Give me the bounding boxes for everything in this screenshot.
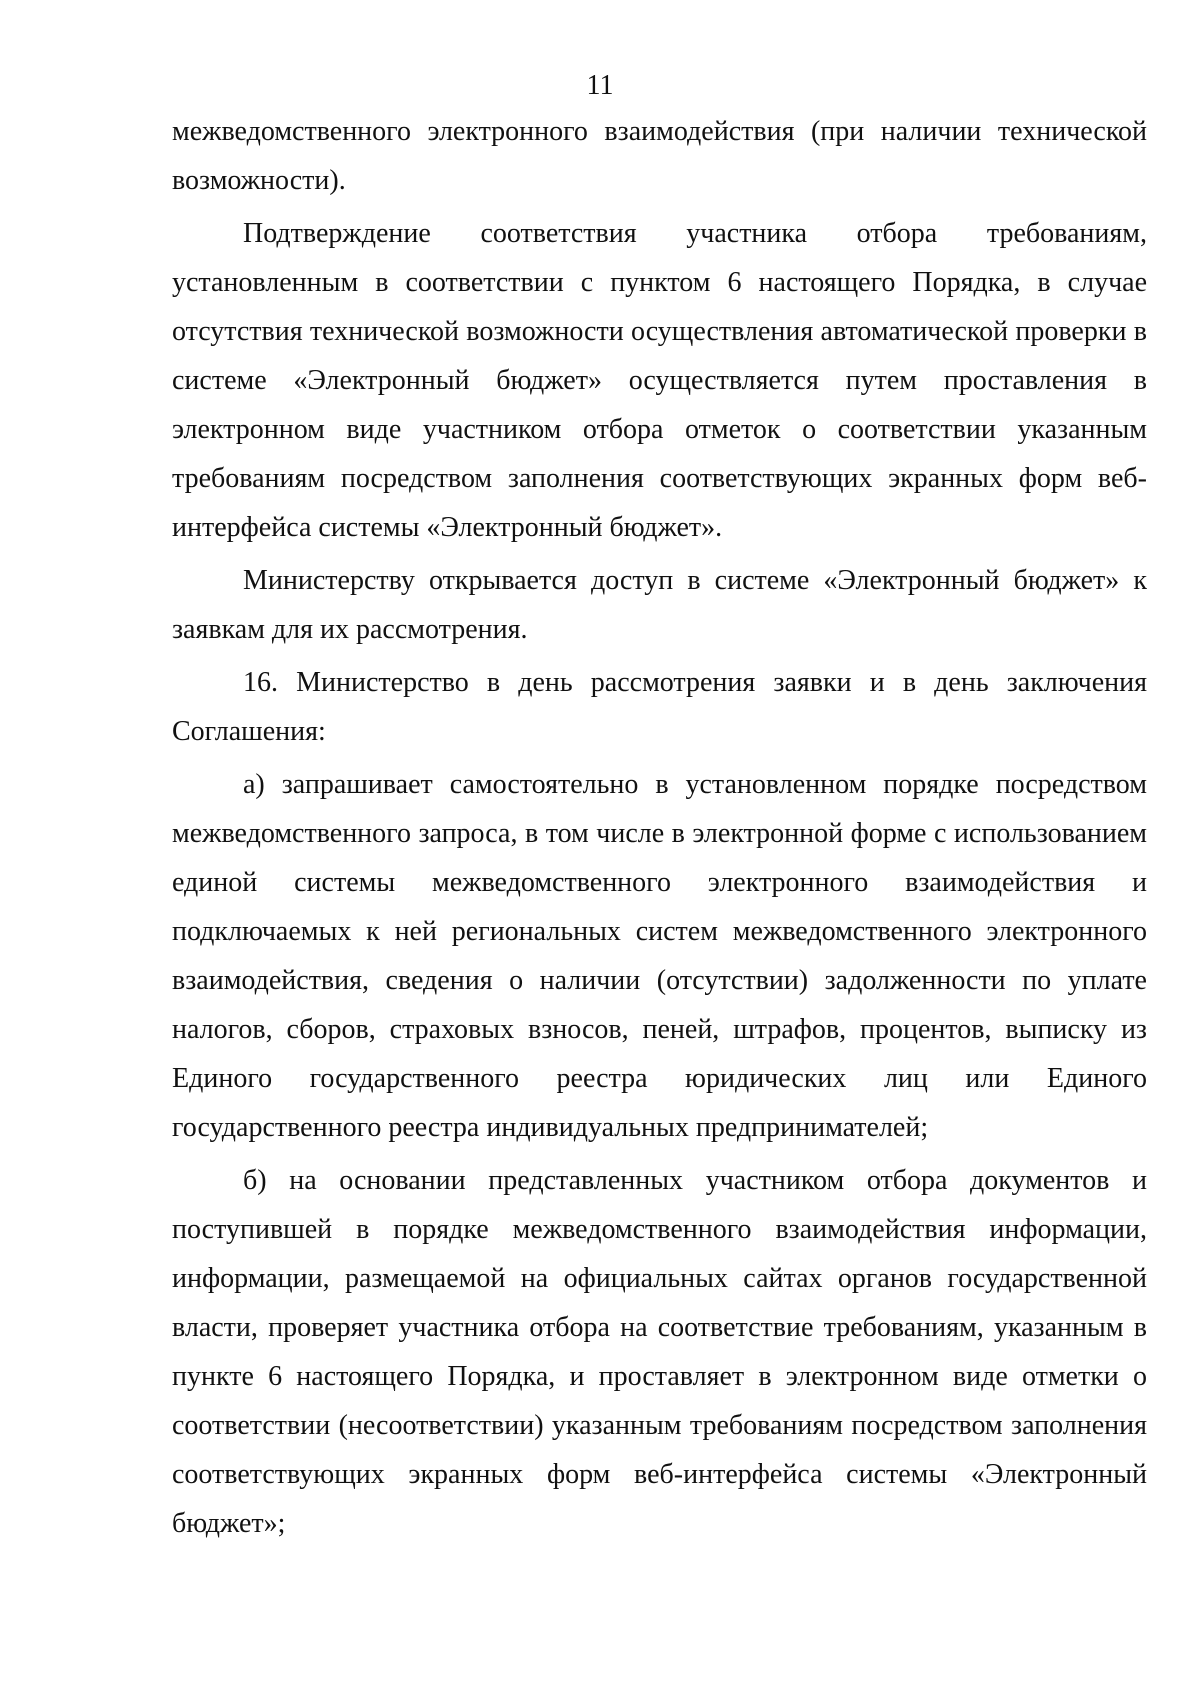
paragraph-confirmation: Подтверждение соответствия участника отбора требованиям, установленным в соответствии с пунктом 6 настоящего Порядка, в случае отсутствия технической возможности осуществления автоматической проверки в системе «Электронный бюджет» осуществляется путем проставления в электронном виде участником отбора отметок о соответствии указанным требованиям посредством заполнения соответствующих экранных форм веб-интерфейса системы «Электронный бюджет». (172, 218, 1147, 543)
paragraph-item-16: 16. Министерство в день рассмотрения заявки и в день заключения Соглашения: (172, 667, 1147, 747)
page-number: 11 (586, 70, 614, 101)
paragraph-ministry-access: Министерству открывается доступ в системе «Электронный бюджет» к заявкам для их рассмотрения. (172, 565, 1147, 645)
paragraph-subitem-b: б) на основании представленных участником отбора документов и поступившей в порядке межведомственного взаимодействия информации, информации, размещаемой на официальных сайтах органов государственной власти, проверяет участника отбора на соответствие требованиям, указанным в пункте 6 настоящего Порядка, и проставляет в электронном виде отметки о соответствии (несоответствии) указанным требованиям посредством заполнения соответствующих экранных форм веб-интерфейса системы «Электронный бюджет»; (172, 1165, 1147, 1539)
paragraph-continuation: межведомственного электронного взаимодействия (при наличии технической возможности). (172, 116, 1147, 196)
document-body (172, 107, 1147, 1552)
paragraph-subitem-a: а) запрашивает самостоятельно в установленном порядке посредством межведомственного запроса, в том числе в электронной форме с использованием единой системы межведомственного электронного взаимодействия и подключаемых к ней региональных систем межведомственного электронного взаимодействия, сведения о наличии (отсутствии) задолженности по уплате налогов, сборов, страховых взносов, пеней, штрафов, процентов, выписку из Единого государственного реестра юридических лиц или Единого государственного реестра индивидуальных предпринимателей; (172, 769, 1147, 1143)
